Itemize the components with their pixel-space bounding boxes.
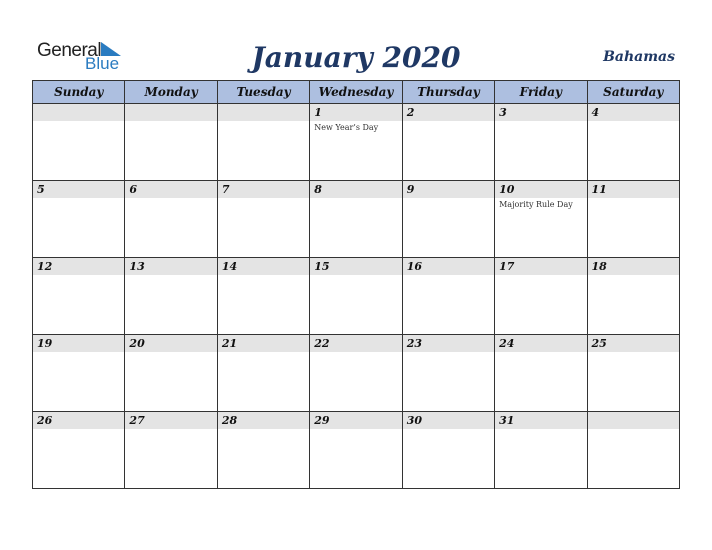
weekday-wednesday: Wednesday (310, 81, 402, 104)
day-number: 11 (588, 181, 679, 198)
day-number: 2 (403, 104, 494, 121)
day-number: 25 (588, 335, 679, 352)
day-cell (33, 412, 125, 489)
day-number: 3 (495, 104, 586, 121)
day-number: 4 (588, 104, 679, 121)
day-number: 14 (218, 258, 309, 275)
week-row (33, 412, 680, 489)
day-number: 1 (310, 104, 401, 121)
day-number: 30 (403, 412, 494, 429)
day-number: 26 (33, 412, 124, 429)
day-number: 24 (495, 335, 586, 352)
day-cell (310, 258, 402, 335)
day-number: 27 (125, 412, 216, 429)
day-cell (217, 104, 309, 181)
day-cell (310, 412, 402, 489)
weekday-header-row (33, 81, 680, 104)
day-cell (125, 181, 217, 258)
day-number: 23 (403, 335, 494, 352)
day-number (588, 412, 679, 429)
day-number: 10 (495, 181, 586, 198)
day-cell (587, 258, 679, 335)
day-cell (402, 181, 494, 258)
day-cell (33, 258, 125, 335)
page-title: January 2020 (251, 41, 461, 74)
day-cell (217, 412, 309, 489)
logo-general-text: General (37, 40, 102, 61)
logo-blue-text: Blue (85, 54, 120, 73)
day-number (33, 104, 124, 121)
day-cell (402, 412, 494, 489)
day-cell (495, 412, 587, 489)
day-number: 9 (403, 181, 494, 198)
day-number: 6 (125, 181, 216, 198)
weekday-saturday: Saturday (587, 81, 679, 104)
weekday-sunday: Sunday (33, 81, 125, 104)
day-cell (495, 258, 587, 335)
day-cell (33, 104, 125, 181)
day-number: 13 (125, 258, 216, 275)
day-cell (33, 335, 125, 412)
week-row (33, 335, 680, 412)
day-cell (587, 104, 679, 181)
day-cell (125, 104, 217, 181)
weekday-friday: Friday (495, 81, 587, 104)
day-number: 18 (588, 258, 679, 275)
day-number: 15 (310, 258, 401, 275)
day-cell (402, 258, 494, 335)
day-cell (310, 335, 402, 412)
day-number: 20 (125, 335, 216, 352)
holiday-label: Majority Rule Day (499, 200, 573, 209)
day-number: 8 (310, 181, 401, 198)
day-number: 31 (495, 412, 586, 429)
weekday-thursday: Thursday (402, 81, 494, 104)
week-row (33, 258, 680, 335)
day-cell (125, 412, 217, 489)
day-cell (495, 104, 587, 181)
day-cell (217, 258, 309, 335)
day-cell (310, 181, 402, 258)
week-row (33, 181, 680, 258)
country-label: Bahamas (603, 49, 675, 65)
day-cell (587, 412, 679, 489)
day-cell (217, 181, 309, 258)
day-cell (217, 335, 309, 412)
week-row (33, 104, 680, 181)
day-number: 12 (33, 258, 124, 275)
day-number: 17 (495, 258, 586, 275)
day-number: 5 (33, 181, 124, 198)
day-cell (402, 104, 494, 181)
calendar-grid (32, 80, 680, 489)
day-number: 16 (403, 258, 494, 275)
day-number: 28 (218, 412, 309, 429)
day-number: 19 (33, 335, 124, 352)
day-cell (587, 335, 679, 412)
day-number (125, 104, 216, 121)
day-number: 21 (218, 335, 309, 352)
day-cell (402, 335, 494, 412)
weekday-tuesday: Tuesday (217, 81, 309, 104)
day-number: 22 (310, 335, 401, 352)
day-cell (33, 181, 125, 258)
day-cell (495, 181, 587, 258)
day-cell (310, 104, 402, 181)
day-cell (495, 335, 587, 412)
day-cell (587, 181, 679, 258)
day-number: 7 (218, 181, 309, 198)
day-number (218, 104, 309, 121)
day-cell (125, 335, 217, 412)
holiday-label: New Year’s Day (314, 123, 379, 132)
day-cell (125, 258, 217, 335)
day-number: 29 (310, 412, 401, 429)
weekday-monday: Monday (125, 81, 217, 104)
